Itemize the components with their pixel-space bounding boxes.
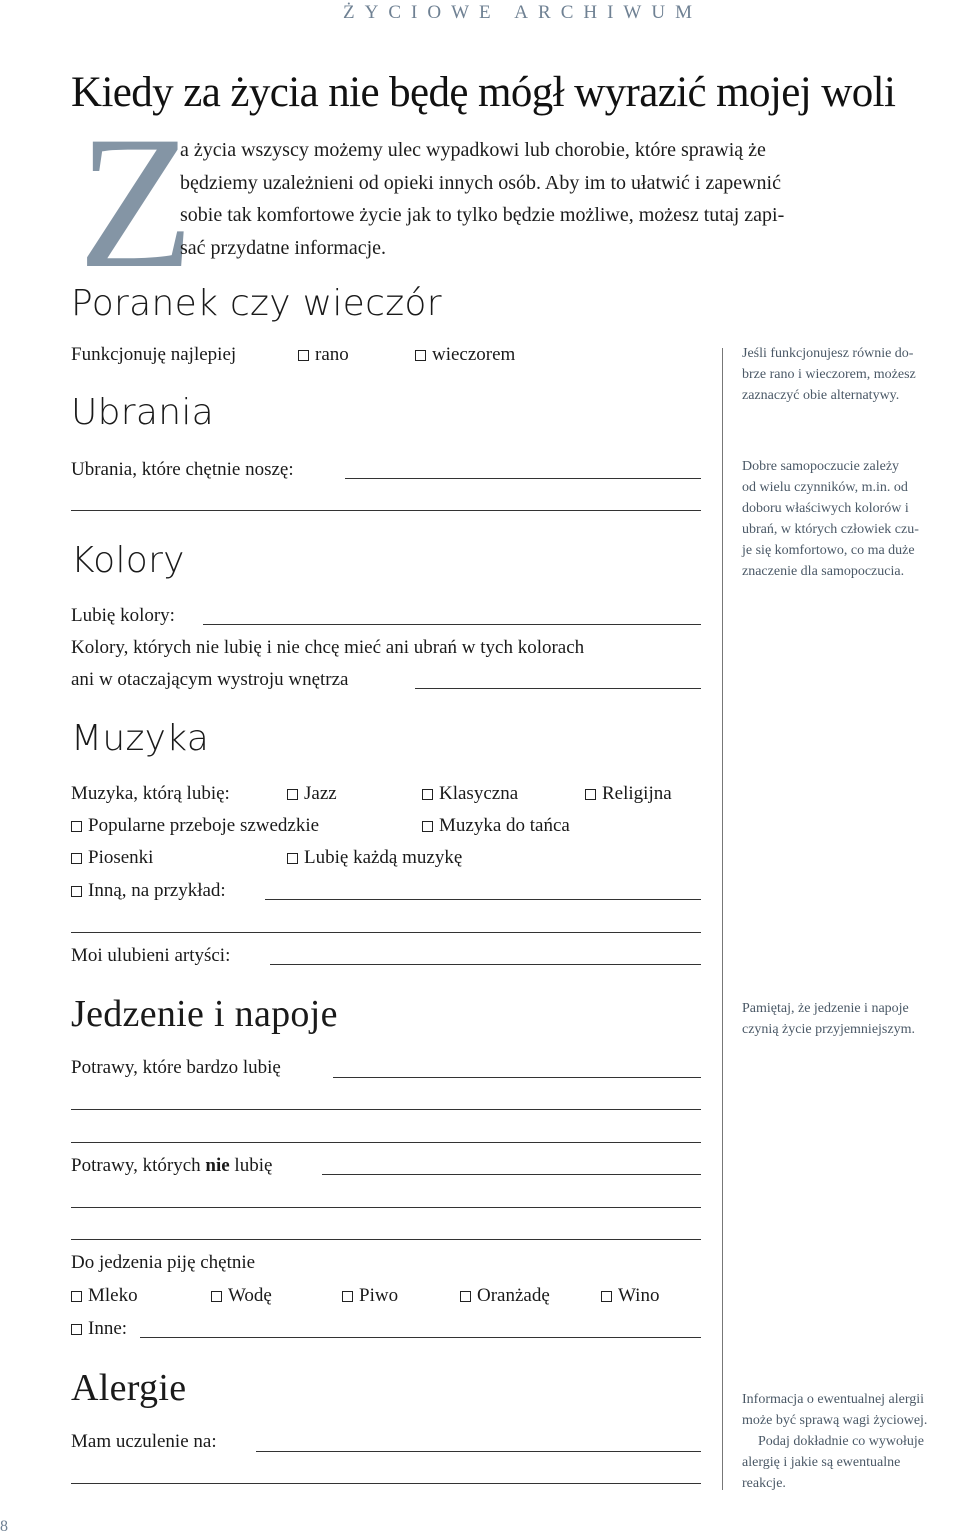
option-jazz[interactable]: Jazz (287, 783, 337, 805)
answer-line[interactable] (140, 1337, 701, 1338)
answer-line[interactable] (345, 478, 701, 479)
margin-note-colors: Dobre samopoczucie zależy od wielu czynników, m.in. od doboru właściwych kolorów i ubrań, w których człowiek czu- je się komfortowo, co ma duże znaczenie dla samopoczucia. (742, 459, 919, 579)
checkbox[interactable] (71, 886, 82, 897)
option-milk[interactable]: Mleko (71, 1285, 138, 1307)
checkbox[interactable] (71, 1291, 82, 1302)
option-dance-music[interactable]: Muzyka do tańca (422, 815, 570, 837)
section-heading-music: Muzyka (71, 718, 210, 759)
intro-paragraph (180, 134, 940, 264)
colors-dislike-label: Kolory, których nie lubię i nie chcę mieć ani ubrań w tych kolorach (71, 637, 585, 658)
margin-rule (722, 348, 723, 1490)
clothes-label: Ubrania, które chętnie noszę: (71, 459, 294, 480)
answer-line[interactable] (322, 1174, 701, 1175)
page-number: 8 (0, 1518, 8, 1535)
answer-line[interactable] (71, 1109, 701, 1110)
section-heading-colors: Kolory (71, 540, 185, 581)
checkbox[interactable] (601, 1291, 612, 1302)
food-dislike-label: Potrawy, których nie lubię (71, 1155, 273, 1176)
margin-note-allergy: Informacja o ewentualnej alergii może być sprawą wagi życiowej. Podaj dokładnie co wywołuje alergię i jakie są ewentualne reakcje. (742, 1392, 928, 1491)
checkbox[interactable] (211, 1291, 222, 1302)
intro-line: będziemy uzależnieni od opieki innych osób. Aby im to ułatwić i zapewnić (180, 171, 781, 194)
option-songs[interactable]: Piosenki (71, 847, 153, 869)
food-like-label: Potrawy, które bardzo lubię (71, 1057, 281, 1078)
margin-note-morning: Jeśli funkcjonujesz równie do- brze rano i wieczorem, możesz zaznaczyć obie alternatywy. (742, 346, 916, 403)
intro-line: sać przydatne informacje. (180, 236, 387, 259)
option-water[interactable]: Wodę (211, 1285, 272, 1307)
option-wine[interactable]: Wino (601, 1285, 659, 1307)
section-heading-allergy: Alergie (71, 1367, 187, 1409)
drinks-label: Do jedzenia piję chętnie (71, 1252, 256, 1273)
drop-cap: Z (78, 98, 195, 308)
intro-line: a życia wszyscy możemy ulec wypadkowi lub chorobie, które sprawią że (180, 139, 766, 161)
answer-line[interactable] (71, 1142, 701, 1143)
checkbox[interactable] (460, 1291, 471, 1302)
answer-line[interactable] (71, 932, 701, 933)
option-beer[interactable]: Piwo (342, 1285, 398, 1307)
section-heading-morning: Poranek czy wieczór (71, 283, 442, 324)
checkbox[interactable] (71, 853, 82, 864)
colors-dislike-label-cont: ani w otaczającym wystroju wnętrza (71, 669, 349, 690)
checkbox[interactable] (71, 821, 82, 832)
margin-note-food: Pamiętaj, że jedzenie i napoje czynią życie przyjemniejszym. (742, 1001, 915, 1037)
checkbox[interactable] (422, 789, 433, 800)
option-evening[interactable]: wieczorem (415, 344, 515, 366)
option-orangeade[interactable]: Oranżadę (460, 1285, 550, 1307)
answer-line[interactable] (71, 1239, 701, 1240)
option-classical[interactable]: Klasyczna (422, 783, 518, 805)
answer-line[interactable] (415, 688, 701, 689)
checkbox[interactable] (287, 789, 298, 800)
colors-like-label: Lubię kolory: (71, 605, 175, 626)
running-header: ŻYCIOWE ARCHIWUM (343, 2, 702, 23)
answer-line[interactable] (265, 899, 701, 900)
checkbox[interactable] (287, 853, 298, 864)
answer-line[interactable] (203, 624, 701, 625)
answer-line[interactable] (270, 964, 701, 965)
intro-line: sobie tak komfortowe życie jak to tylko będzie możliwe, możesz tutaj zapi- (180, 204, 785, 226)
answer-line[interactable] (71, 1207, 701, 1208)
checkbox[interactable] (342, 1291, 353, 1302)
artists-label: Moi ulubieni artyści: (71, 945, 231, 966)
checkbox[interactable] (585, 789, 596, 800)
allergy-label: Mam uczulenie na: (71, 1431, 217, 1452)
answer-line[interactable] (256, 1451, 701, 1452)
option-other-music[interactable]: Inną, na przykład: (71, 880, 226, 902)
answer-line[interactable] (333, 1077, 701, 1078)
answer-line[interactable] (71, 510, 701, 511)
morning-label: Funkcjonuję najlepiej (71, 344, 237, 365)
checkbox[interactable] (415, 350, 426, 361)
section-heading-clothes: Ubrania (71, 392, 215, 433)
music-label: Muzyka, którą lubię: (71, 783, 230, 804)
page-title: Kiedy za życia nie będę mógł wyrazić mojej woli (71, 69, 896, 116)
option-morning[interactable]: rano (298, 344, 349, 366)
checkbox[interactable] (71, 1324, 82, 1335)
checkbox[interactable] (298, 350, 309, 361)
section-heading-food: Jedzenie i napoje (71, 993, 338, 1035)
option-swedish-hits[interactable]: Popularne przeboje szwedzkie (71, 815, 319, 837)
answer-line[interactable] (71, 1483, 701, 1484)
checkbox[interactable] (422, 821, 433, 832)
option-religious[interactable]: Religijna (585, 783, 672, 805)
option-any-music[interactable]: Lubię każdą muzykę (287, 847, 462, 869)
option-other-drink[interactable]: Inne: (71, 1318, 127, 1340)
